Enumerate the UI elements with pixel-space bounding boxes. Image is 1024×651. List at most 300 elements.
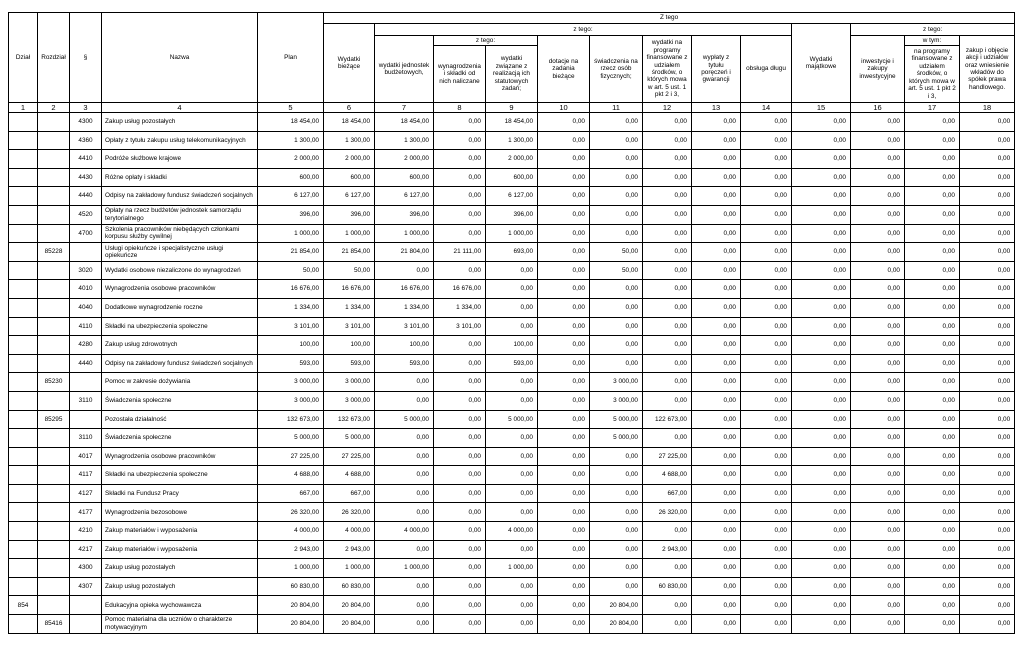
- cell-value: 6 127,00: [375, 187, 434, 206]
- column-number-row: [9, 103, 1015, 113]
- cell-value: 0,00: [960, 484, 1015, 503]
- cell-value: 0,00: [741, 280, 792, 299]
- table-row: [9, 391, 1015, 410]
- cell-nazwa: Zakup materiałów i wyposażenia: [102, 540, 258, 559]
- cell-value: 0,00: [375, 447, 434, 466]
- cell-value: 3 000,00: [590, 373, 643, 392]
- cell-value: 0,00: [643, 596, 692, 615]
- cell-value: 0,00: [905, 522, 960, 541]
- cell-value: 0,00: [692, 466, 741, 485]
- header-dzial: Dział: [9, 13, 38, 103]
- cell-value: 0,00: [851, 280, 905, 299]
- cell-nazwa: Pomoc w zakresie dożywiania: [102, 373, 258, 392]
- cell-value: 0,00: [590, 205, 643, 224]
- cell-value: 0,00: [851, 205, 905, 224]
- cell-value: 0,00: [590, 447, 643, 466]
- column-number: 5: [258, 103, 324, 113]
- cell-value: 0,00: [590, 336, 643, 355]
- cell-rozdzial: [38, 224, 70, 243]
- cell-rozdzial: [38, 429, 70, 448]
- cell-rozdzial: [38, 187, 70, 206]
- cell-value: 4 000,00: [486, 522, 538, 541]
- cell-value: 0,00: [486, 503, 538, 522]
- cell-value: 0,00: [538, 298, 590, 317]
- header-programy: wydatki na programy finansowane z udziałem środków, o których mowa w art. 5 ust. 1 pkt 2 i 3,: [643, 36, 692, 103]
- cell-value: 0,00: [538, 113, 590, 132]
- cell-value: 0,00: [538, 261, 590, 280]
- cell-value: 16 676,00: [434, 280, 486, 299]
- cell-rozdzial: [38, 447, 70, 466]
- cell-value: 0,00: [905, 596, 960, 615]
- header-rozdzial: Rozdział: [38, 13, 70, 103]
- cell-value: 0,00: [960, 280, 1015, 299]
- cell-value: 0,00: [741, 261, 792, 280]
- cell-value: 3 101,00: [258, 317, 324, 336]
- cell-rozdzial: [38, 280, 70, 299]
- cell-value: 1 334,00: [258, 298, 324, 317]
- cell-value: 0,00: [905, 447, 960, 466]
- column-number: 4: [102, 103, 258, 113]
- cell-value: 0,00: [960, 410, 1015, 429]
- cell-nazwa: Zakup materiałów i wyposażenia: [102, 522, 258, 541]
- cell-value: 0,00: [590, 131, 643, 150]
- cell-value: 0,00: [434, 466, 486, 485]
- cell-value: 396,00: [258, 205, 324, 224]
- cell-dzial: [9, 484, 38, 503]
- cell-rozdzial: [38, 354, 70, 373]
- cell-value: 0,00: [792, 615, 851, 634]
- cell-value: 0,00: [538, 429, 590, 448]
- cell-nazwa: Odpisy na zakładowy fundusz świadczeń socjalnych: [102, 354, 258, 373]
- cell-value: 0,00: [375, 503, 434, 522]
- header-plan: Plan: [258, 13, 324, 103]
- cell-value: 0,00: [538, 243, 590, 262]
- cell-value: 20 804,00: [258, 596, 324, 615]
- cell-nazwa: Opłaty na rzecz budżetów jednostek samorządu terytorialnego: [102, 205, 258, 224]
- cell-value: 0,00: [741, 354, 792, 373]
- cell-value: 60 830,00: [643, 577, 692, 596]
- cell-value: 0,00: [434, 447, 486, 466]
- cell-value: 0,00: [851, 503, 905, 522]
- cell-value: 18 454,00: [375, 113, 434, 132]
- cell-value: 60 830,00: [324, 577, 375, 596]
- cell-value: 5 000,00: [486, 410, 538, 429]
- cell-value: 0,00: [692, 410, 741, 429]
- cell-value: 0,00: [434, 410, 486, 429]
- cell-paragraf: 4177: [70, 503, 102, 522]
- table-row: [9, 354, 1015, 373]
- cell-value: 0,00: [643, 559, 692, 578]
- column-number: 16: [851, 103, 905, 113]
- cell-value: 16 676,00: [258, 280, 324, 299]
- cell-value: 0,00: [851, 224, 905, 243]
- cell-value: 0,00: [851, 540, 905, 559]
- cell-value: 0,00: [643, 429, 692, 448]
- cell-value: 0,00: [692, 577, 741, 596]
- cell-value: 0,00: [486, 391, 538, 410]
- cell-value: 0,00: [434, 168, 486, 187]
- cell-value: 100,00: [375, 336, 434, 355]
- cell-value: 3 101,00: [375, 317, 434, 336]
- cell-value: 0,00: [590, 466, 643, 485]
- cell-value: 0,00: [590, 540, 643, 559]
- cell-value: 0,00: [905, 280, 960, 299]
- cell-paragraf: 4127: [70, 484, 102, 503]
- cell-value: 3 000,00: [324, 391, 375, 410]
- cell-value: 2 943,00: [324, 540, 375, 559]
- cell-value: 4 688,00: [643, 466, 692, 485]
- cell-value: 0,00: [486, 280, 538, 299]
- cell-rozdzial: [38, 113, 70, 132]
- cell-value: 0,00: [643, 261, 692, 280]
- cell-value: 0,00: [905, 243, 960, 262]
- cell-value: 4 688,00: [324, 466, 375, 485]
- cell-value: 5 000,00: [324, 429, 375, 448]
- header-wydatki-jednostek: wydatki jednostek budżetowych,: [375, 36, 434, 103]
- cell-value: 0,00: [692, 522, 741, 541]
- cell-value: 0,00: [590, 354, 643, 373]
- cell-value: 1 334,00: [324, 298, 375, 317]
- header-wydatki-majatkowe: Wydatki majątkowe: [792, 24, 851, 103]
- cell-dzial: [9, 540, 38, 559]
- header-paragraf: §: [70, 13, 102, 103]
- cell-value: 0,00: [905, 540, 960, 559]
- cell-value: 0,00: [792, 410, 851, 429]
- cell-value: 0,00: [538, 522, 590, 541]
- cell-rozdzial: [38, 484, 70, 503]
- cell-value: 600,00: [486, 168, 538, 187]
- cell-value: 0,00: [643, 224, 692, 243]
- cell-value: 20 804,00: [324, 596, 375, 615]
- cell-value: 2 000,00: [324, 150, 375, 169]
- cell-paragraf: 4110: [70, 317, 102, 336]
- cell-value: 0,00: [960, 596, 1015, 615]
- cell-value: 0,00: [741, 559, 792, 578]
- cell-value: 0,00: [590, 298, 643, 317]
- table-row: [9, 317, 1015, 336]
- cell-rozdzial: 85230: [38, 373, 70, 392]
- cell-dzial: [9, 391, 38, 410]
- cell-nazwa: Świadczenia społeczne: [102, 391, 258, 410]
- cell-value: 1 000,00: [486, 224, 538, 243]
- cell-dzial: [9, 373, 38, 392]
- cell-value: 0,00: [434, 150, 486, 169]
- header-w-tym: w tym:: [905, 36, 960, 46]
- cell-dzial: [9, 298, 38, 317]
- cell-value: 0,00: [590, 113, 643, 132]
- column-number: 7: [375, 103, 434, 113]
- cell-value: 4 000,00: [258, 522, 324, 541]
- cell-value: 0,00: [960, 503, 1015, 522]
- cell-dzial: [9, 336, 38, 355]
- cell-value: 0,00: [486, 615, 538, 634]
- cell-value: 18 454,00: [324, 113, 375, 132]
- cell-value: 0,00: [741, 410, 792, 429]
- cell-value: 0,00: [643, 131, 692, 150]
- cell-dzial: [9, 354, 38, 373]
- table-row: [9, 615, 1015, 634]
- cell-value: 693,00: [486, 243, 538, 262]
- cell-dzial: [9, 447, 38, 466]
- cell-value: 0,00: [538, 131, 590, 150]
- cell-rozdzial: 85228: [38, 243, 70, 262]
- cell-nazwa: Wynagrodzenia bezosobowe: [102, 503, 258, 522]
- cell-value: 0,00: [851, 596, 905, 615]
- cell-value: 0,00: [590, 503, 643, 522]
- cell-value: 0,00: [434, 336, 486, 355]
- cell-value: 0,00: [434, 261, 486, 280]
- cell-dzial: [9, 280, 38, 299]
- cell-value: 0,00: [905, 559, 960, 578]
- cell-value: 0,00: [741, 466, 792, 485]
- cell-value: 0,00: [792, 596, 851, 615]
- cell-value: 667,00: [258, 484, 324, 503]
- table-row: [9, 596, 1015, 615]
- column-number: 15: [792, 103, 851, 113]
- cell-value: 0,00: [643, 150, 692, 169]
- cell-paragraf: 4117: [70, 466, 102, 485]
- cell-value: 0,00: [643, 354, 692, 373]
- cell-value: 0,00: [590, 577, 643, 596]
- cell-rozdzial: [38, 596, 70, 615]
- cell-dzial: [9, 503, 38, 522]
- cell-value: 100,00: [324, 336, 375, 355]
- table-row: [9, 187, 1015, 206]
- cell-value: 0,00: [905, 168, 960, 187]
- cell-value: 0,00: [792, 522, 851, 541]
- cell-value: 0,00: [590, 280, 643, 299]
- cell-value: 0,00: [741, 205, 792, 224]
- cell-value: 0,00: [960, 317, 1015, 336]
- cell-rozdzial: [38, 466, 70, 485]
- cell-value: 0,00: [692, 205, 741, 224]
- cell-value: 0,00: [741, 391, 792, 410]
- cell-value: 0,00: [792, 187, 851, 206]
- cell-value: 0,00: [792, 354, 851, 373]
- cell-value: 0,00: [741, 131, 792, 150]
- cell-value: 6 127,00: [324, 187, 375, 206]
- cell-dzial: [9, 243, 38, 262]
- cell-value: 1 000,00: [324, 559, 375, 578]
- column-number: 8: [434, 103, 486, 113]
- cell-value: 50,00: [590, 261, 643, 280]
- cell-value: 396,00: [324, 205, 375, 224]
- cell-value: 0,00: [792, 466, 851, 485]
- cell-value: 27 225,00: [258, 447, 324, 466]
- cell-value: 0,00: [851, 243, 905, 262]
- cell-value: 0,00: [375, 540, 434, 559]
- header-dotacje: dotacje na zadania bieżące: [538, 36, 590, 103]
- cell-value: 0,00: [905, 150, 960, 169]
- header-wynagrodzenia: wynagrodzenia i składki od nich naliczane: [434, 46, 486, 103]
- cell-value: 0,00: [643, 243, 692, 262]
- cell-value: 0,00: [375, 261, 434, 280]
- cell-value: 0,00: [434, 113, 486, 132]
- cell-value: 0,00: [538, 224, 590, 243]
- cell-value: 3 101,00: [434, 317, 486, 336]
- cell-value: 0,00: [741, 168, 792, 187]
- cell-rozdzial: [38, 317, 70, 336]
- cell-value: 0,00: [960, 131, 1015, 150]
- cell-value: 2 000,00: [375, 150, 434, 169]
- cell-value: 0,00: [486, 466, 538, 485]
- header-akcje: zakup i objęcie akcji i udziałów oraz wniesienie wkładów do spółek prawa handlowego.: [960, 36, 1015, 103]
- cell-value: 5 000,00: [590, 429, 643, 448]
- cell-value: 50,00: [590, 243, 643, 262]
- cell-value: 0,00: [434, 131, 486, 150]
- cell-value: 0,00: [434, 540, 486, 559]
- cell-value: 0,00: [741, 522, 792, 541]
- cell-value: 593,00: [486, 354, 538, 373]
- cell-value: 0,00: [538, 466, 590, 485]
- cell-value: 0,00: [792, 503, 851, 522]
- cell-value: 0,00: [538, 150, 590, 169]
- cell-value: 0,00: [538, 373, 590, 392]
- cell-value: 0,00: [375, 484, 434, 503]
- cell-value: 0,00: [851, 336, 905, 355]
- table-row: [9, 503, 1015, 522]
- cell-value: 0,00: [792, 168, 851, 187]
- cell-nazwa: Dodatkowe wynagrodzenie roczne: [102, 298, 258, 317]
- cell-paragraf: 4410: [70, 150, 102, 169]
- cell-nazwa: Składki na ubezpieczenia społeczne: [102, 466, 258, 485]
- cell-value: 0,00: [851, 577, 905, 596]
- column-number: 6: [324, 103, 375, 113]
- cell-value: 396,00: [486, 205, 538, 224]
- cell-value: 0,00: [434, 615, 486, 634]
- cell-value: 0,00: [434, 205, 486, 224]
- cell-value: 1 000,00: [258, 224, 324, 243]
- cell-rozdzial: [38, 540, 70, 559]
- column-number: 11: [590, 103, 643, 113]
- cell-value: 21 111,00: [434, 243, 486, 262]
- cell-value: 0,00: [792, 243, 851, 262]
- cell-value: 0,00: [905, 577, 960, 596]
- cell-nazwa: Wynagrodzenia osobowe pracowników: [102, 280, 258, 299]
- cell-nazwa: Zakup usług zdrowotnych: [102, 336, 258, 355]
- cell-dzial: [9, 131, 38, 150]
- cell-value: 0,00: [486, 429, 538, 448]
- table-row: [9, 466, 1015, 485]
- cell-rozdzial: [38, 559, 70, 578]
- cell-value: 21 804,00: [375, 243, 434, 262]
- table-row: [9, 373, 1015, 392]
- cell-dzial: [9, 224, 38, 243]
- cell-value: 0,00: [960, 540, 1015, 559]
- cell-value: 0,00: [960, 615, 1015, 634]
- cell-value: 1 000,00: [324, 224, 375, 243]
- cell-nazwa: Szkolenia pracowników niebędących członkami korpusu służby cywilnej: [102, 224, 258, 243]
- cell-value: 0,00: [741, 503, 792, 522]
- header-obsluga-dlugu: obsługa długu: [741, 36, 792, 103]
- cell-value: 0,00: [692, 447, 741, 466]
- cell-value: 60 830,00: [258, 577, 324, 596]
- cell-value: 27 225,00: [643, 447, 692, 466]
- cell-nazwa: Edukacyjna opieka wychowawcza: [102, 596, 258, 615]
- cell-value: 50,00: [258, 261, 324, 280]
- cell-dzial: [9, 168, 38, 187]
- cell-paragraf: 4040: [70, 298, 102, 317]
- table-row: [9, 280, 1015, 299]
- cell-value: 0,00: [590, 150, 643, 169]
- header-z-tego-top: Z tego: [324, 13, 1015, 24]
- cell-nazwa: Usługi opiekuńcze i specjalistyczne usługi opiekuńcze: [102, 243, 258, 262]
- cell-value: 0,00: [792, 484, 851, 503]
- header-z-tego-majatkowe: z tego:: [851, 24, 1015, 36]
- cell-value: 0,00: [538, 410, 590, 429]
- cell-value: 0,00: [792, 577, 851, 596]
- cell-value: 3 000,00: [258, 373, 324, 392]
- header-wydatki-biezace: Wydatki bieżące: [324, 24, 375, 103]
- cell-value: 0,00: [741, 317, 792, 336]
- cell-value: 0,00: [905, 261, 960, 280]
- cell-dzial: 854: [9, 596, 38, 615]
- cell-value: 0,00: [905, 224, 960, 243]
- cell-value: 1 334,00: [375, 298, 434, 317]
- cell-nazwa: Podróże służbowe krajowe: [102, 150, 258, 169]
- cell-value: 0,00: [486, 373, 538, 392]
- budget-expenditure-table: [8, 12, 1015, 634]
- table-row: [9, 205, 1015, 224]
- cell-value: 0,00: [905, 484, 960, 503]
- table-row: [9, 447, 1015, 466]
- cell-nazwa: Wydatki osobowe niezaliczone do wynagrodzeń: [102, 261, 258, 280]
- cell-value: 0,00: [960, 336, 1015, 355]
- table-row: [9, 429, 1015, 448]
- cell-value: 0,00: [960, 205, 1015, 224]
- cell-value: 600,00: [258, 168, 324, 187]
- cell-value: 593,00: [375, 354, 434, 373]
- cell-value: 0,00: [375, 429, 434, 448]
- cell-value: 0,00: [792, 559, 851, 578]
- cell-value: 16 676,00: [375, 280, 434, 299]
- cell-value: 0,00: [792, 317, 851, 336]
- cell-value: 0,00: [590, 559, 643, 578]
- cell-value: 0,00: [741, 113, 792, 132]
- cell-value: 0,00: [851, 187, 905, 206]
- cell-value: 0,00: [851, 410, 905, 429]
- cell-value: 0,00: [434, 596, 486, 615]
- cell-paragraf: 4440: [70, 354, 102, 373]
- cell-dzial: [9, 150, 38, 169]
- cell-value: 0,00: [375, 615, 434, 634]
- cell-value: 0,00: [538, 280, 590, 299]
- cell-value: 0,00: [851, 150, 905, 169]
- table-row: [9, 243, 1015, 262]
- cell-value: 0,00: [741, 336, 792, 355]
- cell-nazwa: Różne opłaty i składki: [102, 168, 258, 187]
- cell-value: 0,00: [905, 373, 960, 392]
- cell-value: 0,00: [960, 243, 1015, 262]
- cell-value: 3 101,00: [324, 317, 375, 336]
- column-number: 13: [692, 103, 741, 113]
- cell-paragraf: 4300: [70, 113, 102, 132]
- cell-value: 0,00: [741, 187, 792, 206]
- cell-value: 0,00: [434, 373, 486, 392]
- header-z-tego-jednostek: z tego:: [434, 36, 538, 46]
- table-row: [9, 577, 1015, 596]
- table-row: [9, 168, 1015, 187]
- cell-value: 0,00: [741, 540, 792, 559]
- cell-rozdzial: [38, 168, 70, 187]
- column-number: 2: [38, 103, 70, 113]
- table-row: [9, 131, 1015, 150]
- cell-value: 0,00: [851, 429, 905, 448]
- table-row: [9, 336, 1015, 355]
- cell-value: 0,00: [851, 354, 905, 373]
- cell-dzial: [9, 522, 38, 541]
- cell-paragraf: 3020: [70, 261, 102, 280]
